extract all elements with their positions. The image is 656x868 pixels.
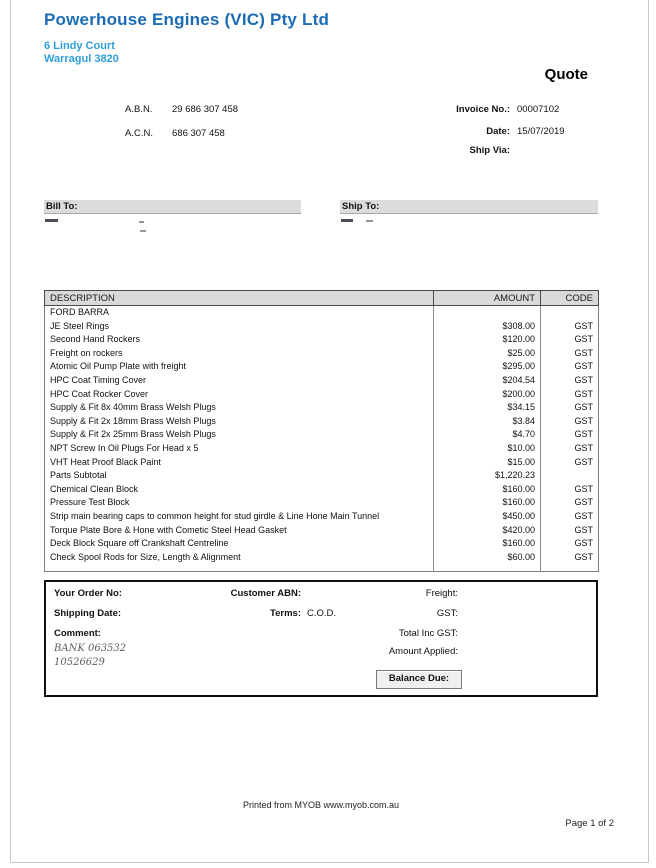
cell-amount: $15.00 xyxy=(434,456,541,470)
cell-amount: $10.00 xyxy=(434,442,541,456)
column-header-amount: AMOUNT xyxy=(434,291,541,306)
cell-description: HPC Coat Rocker Cover xyxy=(50,388,149,399)
cell-amount: $308.00 xyxy=(434,320,541,334)
page-margin-line-left xyxy=(10,0,11,862)
cell-code: GST xyxy=(574,361,593,372)
column-header-description: DESCRIPTION xyxy=(45,291,434,306)
company-address-line1: 6 Lindy Court xyxy=(44,40,115,52)
ship-to-label: Ship To: xyxy=(342,201,380,212)
cell-amount: $60.00 xyxy=(434,551,541,565)
page-indicator: Page 1 of 2 xyxy=(565,818,614,829)
table-row xyxy=(45,483,599,497)
cell-code: GST xyxy=(574,524,593,535)
table-row xyxy=(45,428,599,442)
redacted-text-fragment xyxy=(139,221,144,223)
cell-amount: $295.00 xyxy=(434,360,541,374)
total-inc-gst-label: Total Inc GST: xyxy=(398,628,458,639)
document-type-title: Quote xyxy=(544,66,588,83)
amount-applied-label: Amount Applied: xyxy=(388,646,458,657)
customer-abn-label: Customer ABN: xyxy=(230,588,301,599)
cell-amount: $1,220.23 xyxy=(434,469,541,483)
redacted-text-fragment xyxy=(366,220,373,222)
gst-label: GST: xyxy=(436,608,458,619)
cell-code: GST xyxy=(574,551,593,562)
page-margin-line-bottom xyxy=(10,862,649,863)
table-filler-row xyxy=(45,564,599,572)
table-row xyxy=(45,415,599,429)
bill-to-header xyxy=(44,200,301,214)
invoice-no-value: 00007102 xyxy=(517,104,560,115)
cell-description: Supply & Fit 2x 18mm Brass Welsh Plugs xyxy=(50,415,216,426)
cell-description: Torque Plate Bore & Hone with Cometic Steel Head Gasket xyxy=(50,524,287,535)
cell-code: GST xyxy=(574,402,593,413)
company-address-line2: Warragul 3820 xyxy=(44,53,119,65)
cell-code: GST xyxy=(574,334,593,345)
ship-to-header xyxy=(340,200,598,214)
cell-code: GST xyxy=(574,415,593,426)
invoice-no-label: Invoice No.: xyxy=(456,104,510,115)
empty-cell xyxy=(45,564,434,572)
table-row xyxy=(45,442,599,456)
date-value: 15/07/2019 xyxy=(517,126,565,137)
balance-due-box xyxy=(376,670,462,689)
line-items-body xyxy=(45,306,599,572)
table-row xyxy=(45,360,599,374)
cell-code: GST xyxy=(574,388,593,399)
cell-description: Deck Block Square off Crankshaft Centreline xyxy=(50,538,229,549)
cell-description: Pressure Test Block xyxy=(50,497,130,508)
cell-description: Supply & Fit 2x 25mm Brass Welsh Plugs xyxy=(50,429,216,440)
cell-description: VHT Heat Proof Black Paint xyxy=(50,456,161,467)
cell-code: GST xyxy=(574,320,593,331)
empty-cell xyxy=(541,564,599,572)
cell-description: JE Steel Rings xyxy=(50,320,110,331)
table-row xyxy=(45,524,599,538)
table-row xyxy=(45,401,599,415)
printed-from-text: Printed from MYOB www.myob.com.au xyxy=(242,800,400,810)
cell-code xyxy=(541,306,599,320)
cell-amount: $160.00 xyxy=(434,537,541,551)
cell-code: GST xyxy=(574,510,593,521)
summary-box xyxy=(44,580,598,697)
table-row xyxy=(45,347,599,361)
cell-amount: $200.00 xyxy=(434,388,541,402)
comment-label: Comment: xyxy=(54,628,101,639)
cell-code: GST xyxy=(574,497,593,508)
table-row xyxy=(45,456,599,470)
cell-amount: $420.00 xyxy=(434,524,541,538)
terms-label: Terms: xyxy=(270,608,301,619)
redacted-text-fragment xyxy=(341,219,353,222)
shipping-date-label: Shipping Date: xyxy=(54,608,122,619)
your-order-no-label: Your Order No: xyxy=(54,588,122,599)
date-label: Date: xyxy=(486,126,510,137)
table-row xyxy=(45,510,599,524)
terms-value: C.O.D. xyxy=(307,608,337,619)
cell-description: Freight on rockers xyxy=(50,347,123,358)
freight-label: Freight: xyxy=(425,588,458,599)
balance-due-label: Balance Due: xyxy=(388,673,450,684)
ship-via-label: Ship Via: xyxy=(469,145,510,156)
table-row xyxy=(45,320,599,334)
cell-description: FORD BARRA xyxy=(50,307,110,317)
cell-amount: $450.00 xyxy=(434,510,541,524)
page-margin-line-right xyxy=(648,0,649,862)
cell-description: Atomic Oil Pump Plate with freight xyxy=(50,361,187,372)
line-items-header xyxy=(45,291,599,306)
table-row xyxy=(45,306,599,320)
cell-code: GST xyxy=(574,442,593,453)
cell-code xyxy=(541,469,599,483)
comment-line-2: 10526629 xyxy=(54,657,105,668)
table-row xyxy=(45,388,599,402)
empty-cell xyxy=(434,564,541,572)
cell-code: GST xyxy=(574,538,593,549)
cell-amount: $4.70 xyxy=(434,428,541,442)
cell-description: Strip main bearing caps to common height for stud girdle & Line Hone Main Tunnel xyxy=(50,510,380,521)
comment-line-1: BANK 063532 xyxy=(54,643,127,654)
cell-description: Parts Subtotal xyxy=(50,470,107,481)
cell-amount: $204.54 xyxy=(434,374,541,388)
cell-amount: $25.00 xyxy=(434,347,541,361)
table-row xyxy=(45,374,599,388)
table-row xyxy=(45,469,599,483)
cell-description: Second Hand Rockers xyxy=(50,334,141,345)
abn-value: 29 686 307 458 xyxy=(172,104,239,115)
cell-description: Check Spool Rods for Size, Length & Alignment xyxy=(50,551,241,562)
table-row xyxy=(45,496,599,510)
redacted-text-fragment xyxy=(140,230,146,232)
line-items-table xyxy=(44,290,599,572)
cell-amount: $120.00 xyxy=(434,333,541,347)
abn-label: A.B.N. xyxy=(125,104,153,115)
table-row xyxy=(45,333,599,347)
table-row xyxy=(45,551,599,565)
table-row xyxy=(45,537,599,551)
cell-code: GST xyxy=(574,429,593,440)
company-name: Powerhouse Engines (VIC) Pty Ltd xyxy=(44,10,330,29)
cell-amount: $3.84 xyxy=(434,415,541,429)
cell-amount: $160.00 xyxy=(434,496,541,510)
column-header-code: CODE xyxy=(541,291,599,306)
cell-code: GST xyxy=(574,456,593,467)
redacted-text-fragment xyxy=(45,219,58,222)
cell-amount xyxy=(434,306,541,320)
cell-code: GST xyxy=(574,347,593,358)
acn-value: 686 307 458 xyxy=(172,128,225,139)
cell-description: NPT Screw In Oil Plugs For Head x 5 xyxy=(50,442,199,453)
cell-description: Chemical Clean Block xyxy=(50,483,139,494)
cell-description: HPC Coat Timing Cover xyxy=(50,374,147,385)
cell-description: Supply & Fit 8x 40mm Brass Welsh Plugs xyxy=(50,402,216,413)
cell-amount: $160.00 xyxy=(434,483,541,497)
cell-amount: $34.15 xyxy=(434,401,541,415)
cell-code: GST xyxy=(574,483,593,494)
cell-code: GST xyxy=(574,374,593,385)
bill-to-label: Bill To: xyxy=(46,201,78,212)
acn-label: A.C.N. xyxy=(125,128,153,139)
